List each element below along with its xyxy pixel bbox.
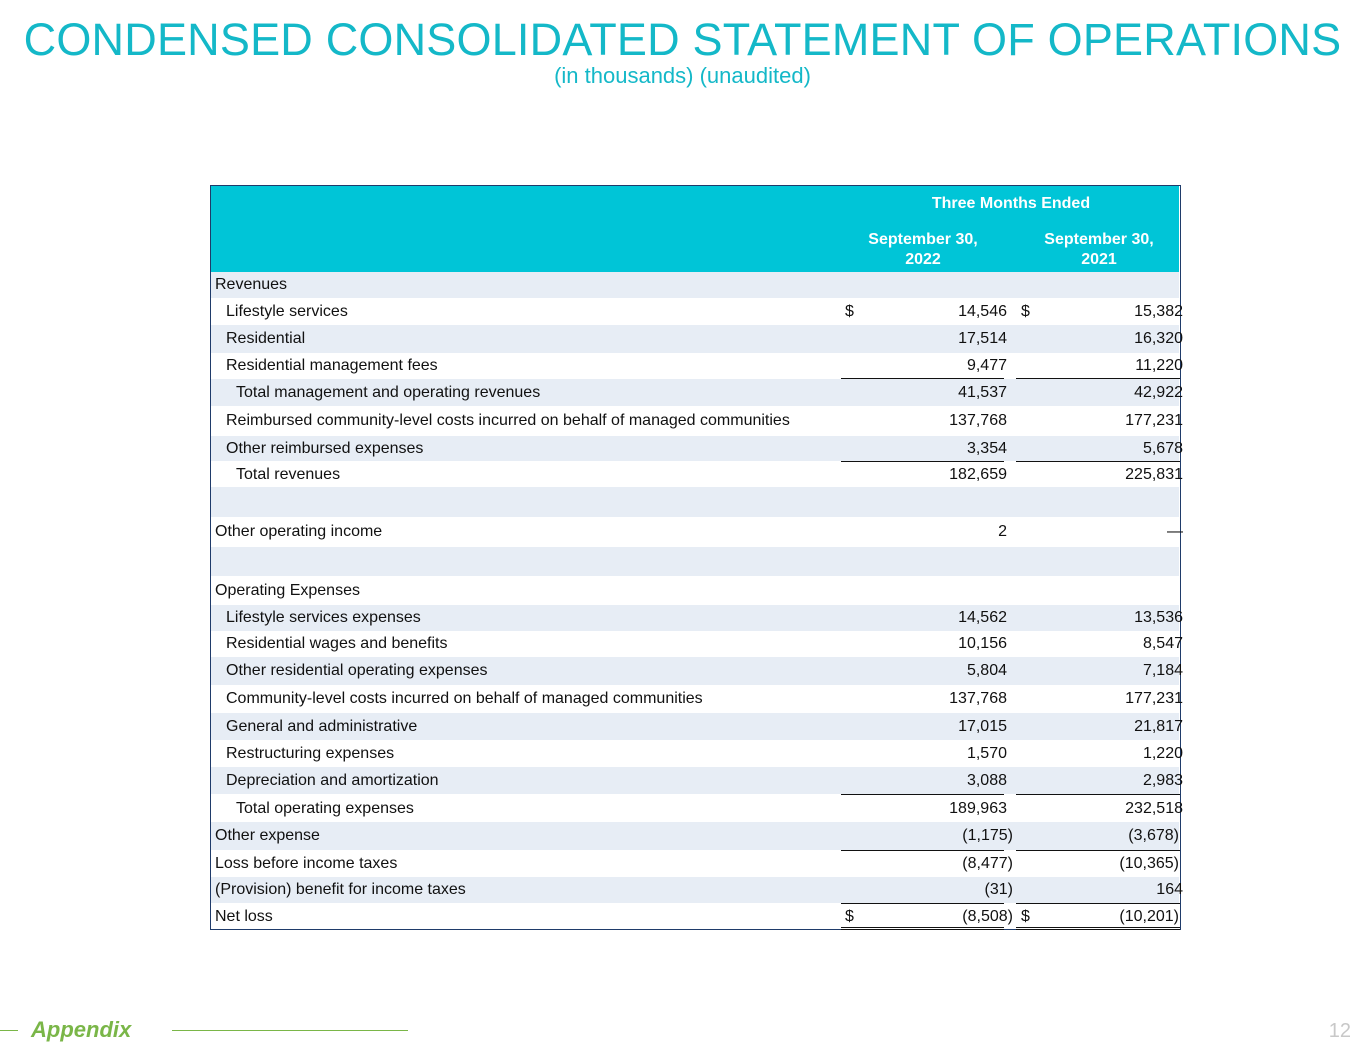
table-row bbox=[211, 740, 1183, 767]
value-2022: 17,015 bbox=[958, 717, 1007, 735]
table-row bbox=[211, 904, 1179, 929]
value-2022: 189,963 bbox=[949, 799, 1007, 817]
table-row bbox=[211, 298, 1183, 325]
table-row bbox=[211, 325, 1183, 353]
value-2021: 21,817 bbox=[1134, 717, 1183, 735]
row-label: Total revenues bbox=[236, 465, 341, 483]
value-2021: 7,184 bbox=[1142, 662, 1183, 679]
value-2021: 5,678 bbox=[1142, 439, 1183, 457]
row-label: Total management and operating revenues bbox=[236, 383, 541, 401]
table-row bbox=[211, 517, 1183, 547]
row-label: Loss before income taxes bbox=[215, 855, 398, 872]
row-label: (Provision) benefit for income taxes bbox=[215, 881, 466, 898]
table-row bbox=[211, 436, 1183, 461]
footer-divider-left bbox=[0, 1030, 18, 1031]
currency-symbol: $ bbox=[1021, 907, 1030, 925]
table-row bbox=[211, 851, 1179, 877]
value-2022: 1,570 bbox=[966, 744, 1007, 762]
value-2022: 182,659 bbox=[949, 465, 1007, 483]
value-2021: 8,547 bbox=[1142, 635, 1183, 652]
row-label: Lifestyle services bbox=[226, 302, 348, 320]
value-2021: (10,201) bbox=[1119, 907, 1179, 925]
table-row bbox=[211, 713, 1183, 740]
column-header-2022-year: 2022 bbox=[905, 251, 941, 268]
value-2022: (8,477) bbox=[962, 855, 1013, 872]
row-label: Other expense bbox=[215, 827, 320, 844]
value-2022: 10,156 bbox=[958, 635, 1007, 652]
value-2022: 3,354 bbox=[966, 439, 1007, 457]
table-row bbox=[211, 795, 1183, 822]
table-row bbox=[211, 657, 1183, 685]
page-number: 12 bbox=[1328, 1020, 1351, 1042]
value-2021: 232,518 bbox=[1125, 799, 1183, 817]
row-label: Other operating income bbox=[215, 523, 383, 540]
value-2022: 41,537 bbox=[958, 383, 1007, 401]
value-2022: 3,088 bbox=[966, 771, 1007, 789]
row-label: Lifestyle services expenses bbox=[226, 609, 421, 626]
row-label: Depreciation and amortization bbox=[226, 771, 439, 789]
value-2021: 16,320 bbox=[1134, 330, 1183, 347]
row-label: Other residential operating expenses bbox=[226, 662, 488, 679]
table-row bbox=[211, 462, 1183, 487]
value-2021: 15,382 bbox=[1134, 302, 1183, 320]
statement-table bbox=[210, 185, 1181, 930]
value-2021: 177,231 bbox=[1125, 690, 1183, 707]
value-2021: — bbox=[1167, 523, 1183, 540]
row-label: Community-level costs incurred on behalf of managed communities bbox=[226, 690, 703, 707]
column-header-2022 bbox=[840, 230, 1006, 270]
row-label: Reimbursed community-level costs incurred on behalf of managed communities bbox=[226, 412, 790, 429]
value-2021: 11,220 bbox=[1135, 356, 1183, 374]
column-header-2021-date: September 30, bbox=[1044, 231, 1154, 248]
page-title: CONDENSED CONSOLIDATED STATEMENT OF OPERATIONS bbox=[23, 14, 1342, 65]
table-row bbox=[211, 685, 1183, 713]
value-2022: 14,562 bbox=[958, 609, 1007, 626]
section-label: Appendix bbox=[31, 1017, 132, 1042]
table-row bbox=[211, 576, 1179, 605]
table-row bbox=[211, 877, 1183, 903]
value-2021: (10,365) bbox=[1119, 855, 1179, 872]
value-2021: 13,536 bbox=[1134, 609, 1183, 626]
table-row bbox=[211, 406, 1183, 436]
currency-symbol: $ bbox=[1021, 302, 1030, 320]
row-label: Operating Expenses bbox=[215, 581, 360, 599]
value-2022: 14,546 bbox=[958, 302, 1007, 320]
table-header bbox=[211, 186, 1179, 272]
column-header-2021 bbox=[1016, 230, 1182, 270]
value-2022: 137,768 bbox=[949, 690, 1007, 707]
value-2021: 2,983 bbox=[1142, 771, 1183, 789]
table-row bbox=[211, 631, 1183, 657]
value-2022: 137,768 bbox=[949, 412, 1007, 429]
value-2021: 1,220 bbox=[1142, 744, 1183, 762]
footer-divider-right bbox=[172, 1030, 408, 1031]
row-label: Other reimbursed expenses bbox=[226, 439, 424, 457]
total-double-rule bbox=[1016, 927, 1180, 930]
row-label: Total operating expenses bbox=[236, 799, 414, 817]
table-row bbox=[211, 272, 1179, 298]
value-2021: 177,231 bbox=[1125, 412, 1183, 429]
currency-symbol: $ bbox=[845, 302, 854, 320]
row-label: Residential management fees bbox=[226, 356, 438, 374]
table-row bbox=[211, 353, 1183, 378]
value-2021: 42,922 bbox=[1134, 383, 1183, 401]
currency-symbol: $ bbox=[845, 907, 854, 925]
value-2021: 225,831 bbox=[1125, 465, 1183, 483]
value-2022: (8,508) bbox=[962, 907, 1013, 925]
period-group-header: Three Months Ended bbox=[931, 195, 1091, 212]
table-row bbox=[211, 379, 1183, 406]
row-label: General and administrative bbox=[226, 717, 418, 735]
table-row bbox=[211, 605, 1183, 631]
row-label: Residential bbox=[226, 330, 306, 347]
column-header-2022-date: September 30, bbox=[868, 231, 978, 248]
page-subtitle: (in thousands) (unaudited) bbox=[554, 63, 811, 88]
value-2021: (3,678) bbox=[1128, 827, 1179, 844]
value-2022: 9,477 bbox=[966, 356, 1007, 374]
table-row bbox=[211, 822, 1179, 850]
row-label: Net loss bbox=[215, 907, 273, 925]
column-header-2021-year: 2021 bbox=[1081, 251, 1117, 268]
row-label: Restructuring expenses bbox=[226, 744, 395, 762]
table-row bbox=[211, 767, 1183, 794]
value-2022: 2 bbox=[998, 523, 1007, 540]
value-2022: 5,804 bbox=[966, 662, 1007, 679]
total-double-rule bbox=[841, 927, 1004, 930]
value-2021: 164 bbox=[1156, 881, 1183, 898]
value-2022: (31) bbox=[984, 881, 1013, 898]
row-label: Revenues bbox=[215, 276, 288, 293]
table-row-spacer bbox=[211, 487, 1179, 517]
row-label: Residential wages and benefits bbox=[226, 635, 448, 652]
value-2022: (1,175) bbox=[962, 827, 1013, 844]
table-row-spacer bbox=[211, 547, 1179, 576]
value-2022: 17,514 bbox=[958, 330, 1007, 347]
